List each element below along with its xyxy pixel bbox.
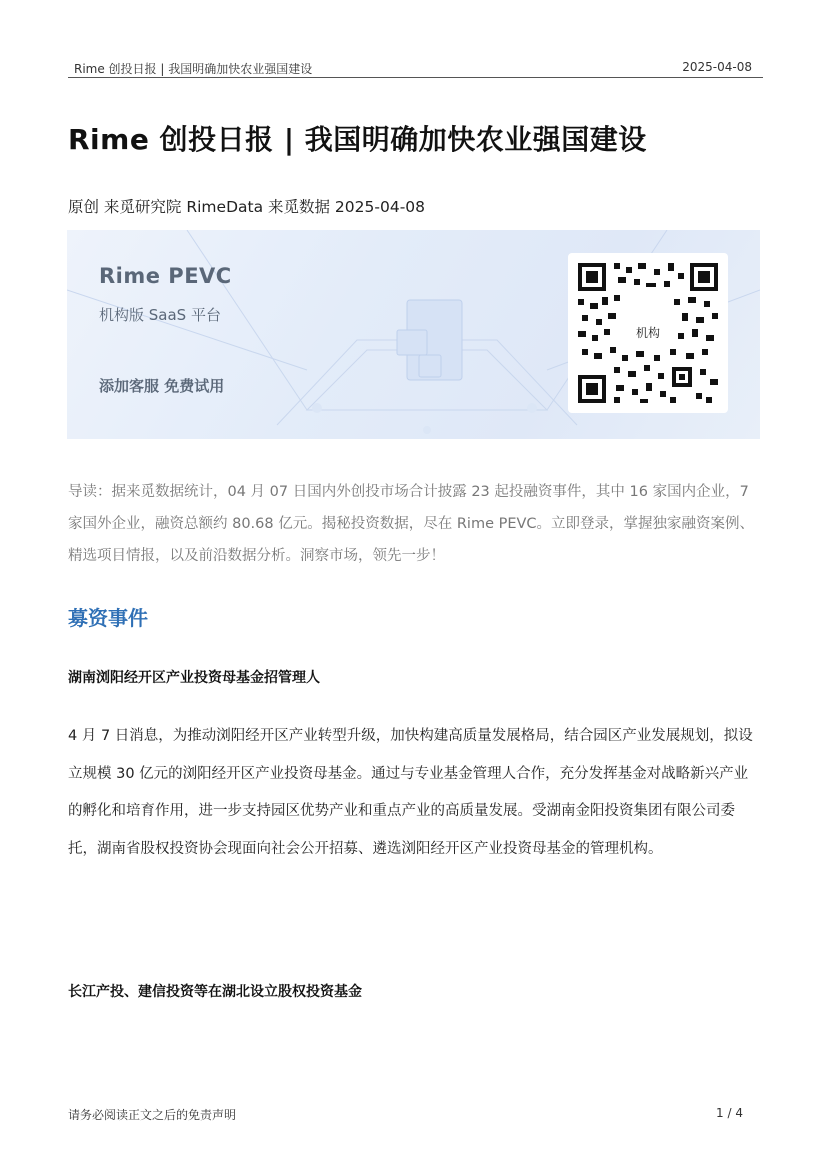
- promo-banner[interactable]: [67, 230, 760, 439]
- item-body: 4 月 7 日消息，为推动浏阳经开区产业转型升级，加快构建高质量发展格局，结合园区产业发展规划，拟设立规模 30 亿元的浏阳经开区产业投资母基金。通过与专业基金管理人合作，充分发挥基金对战略新兴产业的孵化和培育作用，进一步支持园区优势产业和重点产业的高质量发展。受湖南金阳投资集团有限公司委托，湖南省股权投资协会现面向社会公开招募、遴选浏阳经开区产业投资母基金的管理机构。: [68, 728, 753, 857]
- section-title: 募资事件: [68, 606, 148, 630]
- qr-code: [568, 253, 728, 413]
- header-divider: [68, 77, 763, 78]
- header-date: 2025-04-08: [682, 60, 752, 74]
- page-title: Rime 创投日报 | 我国明确加快农业强国建设: [68, 123, 647, 156]
- item-title: 湖南浏阳经开区产业投资母基金招管理人: [68, 670, 320, 686]
- banner-title: Rime PEVC: [99, 264, 232, 288]
- intro-paragraph: 导读：据来觅数据统计，04 月 07 日国内外创投市场合计披露 23 起投融资事件，其中 16 家国内企业，7 家国外企业，融资总额约 80.68 亿元。揭秘投资数据，尽在 Rime PEVC。立即登录，掌握独家融资案例、精选项目情报，以及前沿数据分析。洞察市场，领先一步！: [68, 484, 755, 564]
- footer-disclaimer: 请务必阅读正文之后的免责声明: [68, 1108, 237, 1122]
- banner-subtitle: 机构版 SaaS 平台: [99, 306, 221, 324]
- qr-label: 机构: [626, 319, 670, 347]
- banner-cta[interactable]: 添加客服 免费试用: [99, 377, 225, 395]
- page-header: [68, 60, 758, 76]
- item-title: 长江产投、建信投资等在湖北设立股权投资基金: [68, 984, 362, 1000]
- page-number: 1 / 4: [716, 1106, 743, 1120]
- header-title: Rime 创投日报 | 我国明确加快农业强国建设: [74, 62, 313, 76]
- byline: 原创 来觅研究院 RimeData 来觅数据 2025-04-08: [68, 198, 426, 216]
